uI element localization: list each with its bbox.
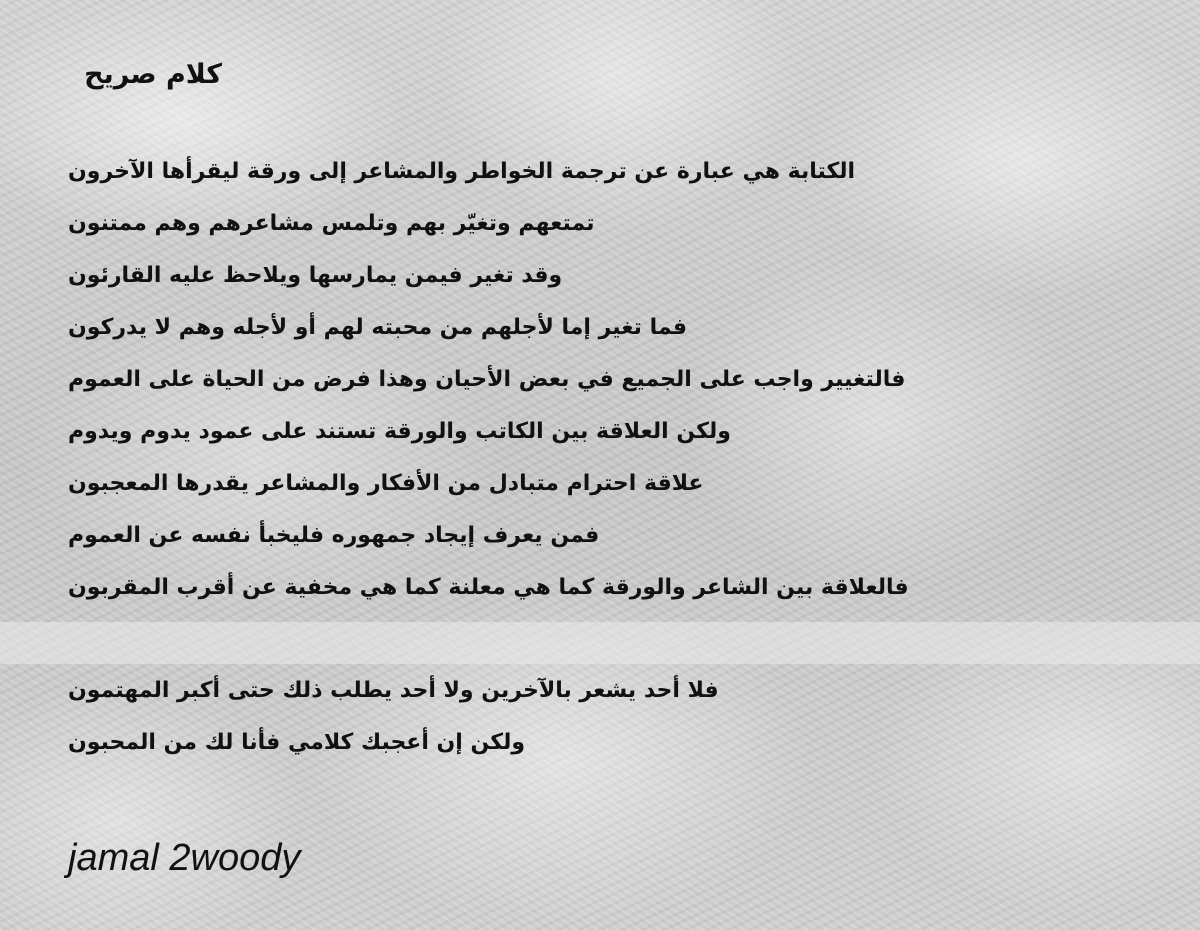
poem-line: فما تغير إما لأجلهم من محبته لهم أو لأجله وهم لا يدركون	[68, 315, 687, 340]
stanza-2	[68, 665, 928, 769]
poem-line: علاقة احترام متبادل من الأفكار والمشاعر يقدرها المعجبون	[68, 471, 704, 496]
poem-line: فلا أحد يشعر بالآخرين ولا أحد يطلب ذلك حتى أكبر المهتمون	[68, 678, 719, 703]
light-band	[0, 622, 1200, 664]
poem-line: تمتعهم وتغيّر بهم وتلمس مشاعرهم وهم ممتنون	[68, 211, 595, 236]
poem-line: ولكن العلاقة بين الكاتب والورقة تستند على عمود يدوم ويدوم	[68, 419, 731, 444]
stanza-1	[68, 146, 928, 614]
poem-line: ولكن إن أعجبك كلامي فأنا لك من المحبون	[68, 730, 526, 755]
poem-title: كلام صريح	[84, 59, 222, 90]
poem-line: وقد تغير فيمن يمارسها ويلاحظ عليه القارئون	[68, 263, 563, 288]
poem-line: فالعلاقة بين الشاعر والورقة كما هي معلنة كما هي مخفية عن أقرب المقربون	[68, 575, 909, 600]
poem-line: الكتابة هي عبارة عن ترجمة الخواطر والمشاعر إلى ورقة ليقرأها الآخرون	[68, 159, 856, 184]
poem-line: فمن يعرف إيجاد جمهوره فليخبأ نفسه عن العموم	[68, 523, 600, 548]
poem-line: فالتغيير واجب على الجميع في بعض الأحيان وهذا فرض من الحياة على العموم	[68, 367, 906, 392]
author-name: jamal 2woody	[68, 837, 301, 879]
